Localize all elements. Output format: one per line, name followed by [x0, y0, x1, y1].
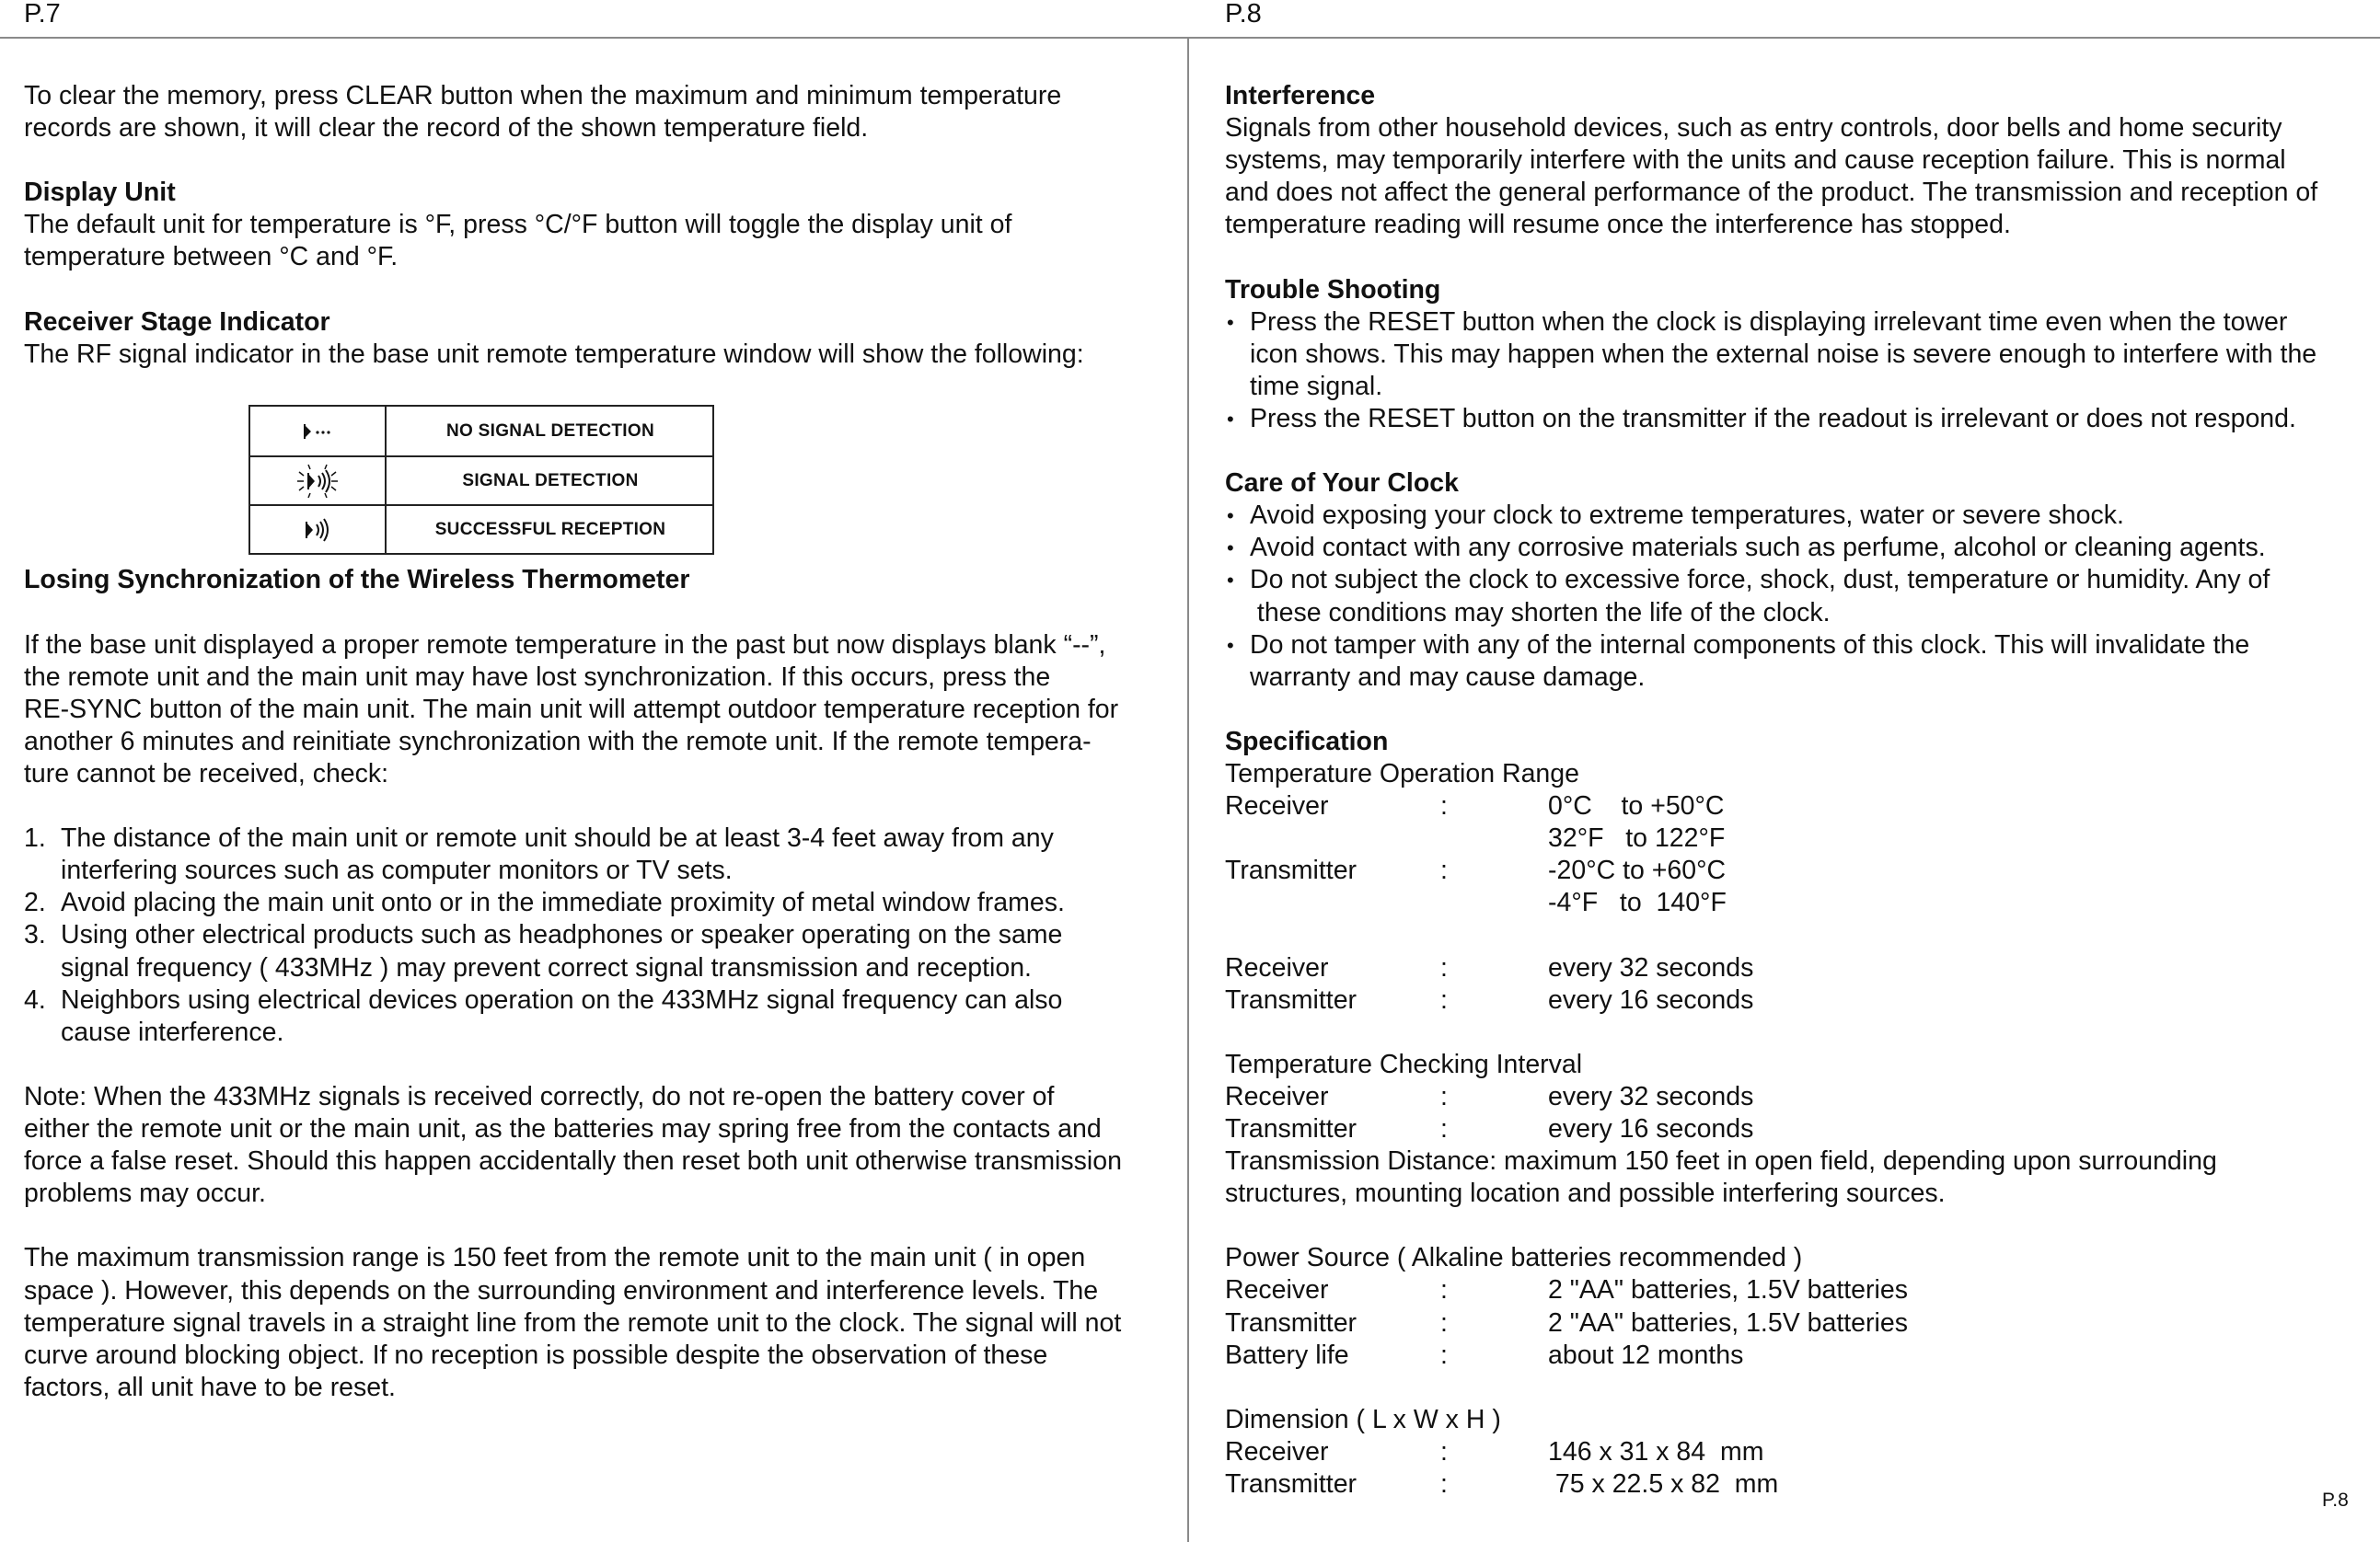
- list-number: 4.: [24, 984, 46, 1015]
- text-line: Do not subject the clock to excessive force, shock, dust, temperature or humidity. Any of: [1250, 565, 2270, 595]
- spec-value: 146 x 31 x 84 mm: [1548, 1436, 1764, 1467]
- spec-value: 0°C to +50°C: [1548, 791, 1725, 822]
- text-line: icon shows. This may happen when the external noise is severe enough to interfere with the: [1250, 339, 2317, 369]
- spec-subtitle: Temperature Operation Range: [1225, 758, 1579, 788]
- text-line: Note: When the 433MHz signals is received correctly, do not re-open the battery cover of: [24, 1081, 1055, 1111]
- left-page: [24, 80, 1174, 1404]
- bullet-list: [1225, 306, 2366, 435]
- spec-row: [1225, 887, 2366, 919]
- text-line: Do not tamper with any of the internal components of this clock. This will invalidate the: [1250, 629, 2250, 660]
- care-section: [1225, 467, 2366, 694]
- row-label: SUCCESSFUL RECEPTION: [434, 519, 666, 539]
- spec-colon: :: [1440, 1436, 1448, 1467]
- text-line: and does not affect the general performance of the product. The transmission and reception of: [1225, 178, 2318, 208]
- spec-value: every 16 seconds: [1548, 984, 1754, 1015]
- list-number: 2.: [24, 888, 46, 918]
- spec-value: -20°C to +60°C: [1548, 856, 1727, 886]
- text-line: space ). However, this depends on the surrounding environment and interference levels. The: [24, 1275, 1099, 1306]
- losing-sync-section: [24, 564, 1174, 790]
- spec-row: [1225, 1274, 2366, 1306]
- bullet-icon: •: [1227, 504, 1234, 528]
- text-line: The distance of the main unit or remote unit should be at least 3-4 feet away from any: [61, 823, 1054, 854]
- text-line: Press the RESET button on the transmitter if the readout is irrelevant or does not respond.: [1250, 403, 2296, 433]
- section-title: Losing Synchronization of the Wireless Thermometer: [24, 565, 690, 595]
- text-line: either the remote unit or the main unit, as the batteries may spring free from the contacts and: [24, 1114, 1102, 1145]
- text-line: Avoid contact with any corrosive materials such as perfume, alcohol or cleaning agents.: [1250, 533, 2266, 563]
- spec-table: [1225, 1436, 2366, 1501]
- table-row: [250, 455, 712, 504]
- bullet-icon: •: [1227, 407, 1234, 431]
- spec-value: -4°F to 140°F: [1548, 888, 1727, 918]
- text-line: Avoid placing the main unit onto or in the immediate proximity of metal window frames.: [61, 888, 1065, 918]
- range-paragraph: [24, 1242, 1174, 1403]
- spec-key: Receiver: [1225, 952, 1329, 983]
- bullet-icon: •: [1227, 569, 1234, 593]
- text-line: factors, all unit have to be reset.: [24, 1372, 396, 1402]
- spec-value: 2 "AA" batteries, 1.5V batteries: [1548, 1275, 1908, 1306]
- text-line: signal frequency ( 433MHz ) may prevent correct signal transmission and reception.: [61, 952, 1032, 983]
- spec-colon: :: [1440, 791, 1448, 822]
- section-title: Display Unit: [24, 178, 176, 208]
- spec-colon: :: [1440, 1307, 1448, 1338]
- text-line: temperature between °C and °F.: [24, 242, 399, 272]
- spec-subtitle: Dimension ( L x W x H ): [1225, 1404, 1501, 1434]
- spec-key: Transmitter: [1225, 1469, 1358, 1500]
- text-line: the remote unit and the main unit may have lost synchronization. If this occurs, press the: [24, 662, 1051, 692]
- spec-key: Transmitter: [1225, 984, 1358, 1015]
- trouble-shooting-section: [1225, 274, 2366, 435]
- list-item: [1225, 629, 2366, 694]
- spec-colon: :: [1440, 1114, 1448, 1144]
- left-page-label: P.7: [24, 0, 61, 29]
- list-item: [1225, 564, 2366, 628]
- spec-row: [1225, 952, 2366, 984]
- interference-section: [1225, 80, 2366, 241]
- text-line: ture cannot be received, check:: [24, 759, 389, 788]
- text-line: Neighbors using electrical devices operation on the 433MHz signal frequency can also: [61, 984, 1063, 1015]
- list-item: [1225, 403, 2366, 435]
- spec-key: Transmitter: [1225, 1114, 1358, 1144]
- spec-key: Transmitter: [1225, 856, 1358, 886]
- list-item: [24, 823, 1174, 887]
- text-line: structures, mounting location and possible interfering sources.: [1225, 1179, 1946, 1209]
- text-line: To clear the memory, press CLEAR button when the maximum and minimum temperature: [24, 81, 1062, 110]
- section-title: Trouble Shooting: [1225, 274, 1441, 305]
- header-divider: [0, 37, 2380, 39]
- row-label: SIGNAL DETECTION: [462, 470, 639, 490]
- spec-row: [1225, 1307, 2366, 1340]
- spec-subtitle: Temperature Checking Interval: [1225, 1049, 1583, 1079]
- text-line: temperature reading will resume once the interference has stopped.: [1225, 210, 2011, 240]
- spec-colon: :: [1440, 1469, 1448, 1500]
- text-line: problems may occur.: [24, 1179, 266, 1209]
- spec-colon: :: [1440, 984, 1448, 1015]
- page-divider: [1187, 38, 1189, 1542]
- spec-value: 75 x 22.5 x 82 mm: [1548, 1469, 1779, 1500]
- text-line: If the base unit displayed a proper remote temperature in the past but now displays blank “--”,: [24, 629, 1106, 660]
- spec-key: Receiver: [1225, 1275, 1329, 1306]
- spec-colon: :: [1440, 1275, 1448, 1306]
- section-title: Interference: [1225, 81, 1376, 110]
- note-paragraph: [24, 1081, 1174, 1210]
- receiver-stage-section: [24, 306, 1174, 371]
- check-list: [24, 823, 1174, 1049]
- right-page-label: P.8: [1225, 0, 1262, 29]
- signal-detecting-icon: [250, 457, 387, 504]
- spec-row: [1225, 1113, 2366, 1145]
- spec-row: [1225, 1468, 2366, 1501]
- text-line: another 6 minutes and reinitiate synchronization with the remote unit. If the remote tempera-: [24, 726, 1092, 756]
- spec-row: [1225, 855, 2366, 887]
- spec-subtitle: Power Source ( Alkaline batteries recommended ): [1225, 1243, 1803, 1273]
- display-unit-section: [24, 177, 1174, 273]
- list-item: [24, 984, 1174, 1049]
- list-number: 1.: [24, 823, 46, 854]
- text-line: warranty and may cause damage.: [1250, 662, 1646, 692]
- bullet-icon: •: [1227, 536, 1234, 560]
- table-row: [250, 407, 712, 455]
- list-item: [1225, 532, 2366, 564]
- spec-key: Receiver: [1225, 1081, 1329, 1111]
- text-line: cause interference.: [61, 1017, 284, 1047]
- text-line: time signal.: [1250, 371, 1383, 401]
- text-line: these conditions may shorten the life of the clock.: [1250, 597, 1831, 627]
- right-page: [1225, 80, 2366, 1501]
- text-line: Signals from other household devices, such as entry controls, door bells and home security: [1225, 113, 2282, 144]
- spec-value: 2 "AA" batteries, 1.5V batteries: [1548, 1307, 1908, 1338]
- spec-value: 32°F to 122°F: [1548, 823, 1726, 854]
- spec-table: [1225, 790, 2366, 919]
- text-line: curve around blocking object. If no reception is possible despite the observation of these: [24, 1340, 1048, 1370]
- spec-key: Receiver: [1225, 791, 1329, 822]
- spec-key: Transmitter: [1225, 1307, 1358, 1338]
- spec-key: Battery life: [1225, 1340, 1349, 1370]
- text-line: interfering sources such as computer monitors or TV sets.: [61, 856, 733, 886]
- spec-value: about 12 months: [1548, 1340, 1744, 1370]
- signal-received-icon: [250, 506, 387, 553]
- text-line: The RF signal indicator in the base unit remote temperature window will show the following:: [24, 339, 1084, 369]
- bullet-list: [1225, 500, 2366, 694]
- text-line: RE-SYNC button of the main unit. The main unit will attempt outdoor temperature reception for: [24, 694, 1119, 724]
- clear-memory-paragraph: [24, 80, 1174, 144]
- table-row: [250, 504, 712, 553]
- spec-table: [1225, 1081, 2366, 1145]
- list-item: [1225, 500, 2366, 532]
- spec-colon: :: [1440, 952, 1448, 983]
- list-number: 3.: [24, 920, 46, 950]
- list-item: [24, 919, 1174, 984]
- page-number: P.8: [2322, 1490, 2349, 1511]
- spec-table: [1225, 1274, 2366, 1371]
- text-line: Transmission Distance: maximum 150 feet in open field, depending upon surrounding: [1225, 1146, 2217, 1177]
- text-line: force a false reset. Should this happen accidentally then reset both unit otherwise transmission: [24, 1146, 1122, 1177]
- section-title: Receiver Stage Indicator: [24, 306, 330, 337]
- text-line: The default unit for temperature is °F, press °C/°F button will toggle the display unit of: [24, 210, 1012, 240]
- spec-row: [1225, 790, 2366, 823]
- bullet-icon: •: [1227, 310, 1234, 334]
- specification-section: [1225, 726, 2366, 1501]
- spec-row: [1225, 1340, 2366, 1372]
- text-line: Using other electrical products such as headphones or speaker operating on the same: [61, 920, 1063, 950]
- spec-colon: :: [1440, 856, 1448, 886]
- spec-row: [1225, 1081, 2366, 1113]
- signal-indicator-table: [248, 405, 714, 555]
- text-line: systems, may temporarily interfere with the units and cause reception failure. This is normal: [1225, 145, 2286, 176]
- spec-colon: :: [1440, 1081, 1448, 1111]
- row-label: NO SIGNAL DETECTION: [446, 420, 654, 441]
- spec-value: every 16 seconds: [1548, 1114, 1754, 1144]
- text-line: records are shown, it will clear the record of the shown temperature field.: [24, 113, 869, 144]
- list-item: [24, 887, 1174, 919]
- spec-row: [1225, 823, 2366, 855]
- spec-value: every 32 seconds: [1548, 952, 1754, 983]
- spec-value: every 32 seconds: [1548, 1081, 1754, 1111]
- text-line: Avoid exposing your clock to extreme temperatures, water or severe shock.: [1250, 501, 2124, 531]
- spec-colon: :: [1440, 1340, 1448, 1370]
- list-item: [1225, 306, 2366, 403]
- spec-row: [1225, 984, 2366, 1017]
- section-title: Care of Your Clock: [1225, 468, 1459, 499]
- text-line: The maximum transmission range is 150 feet from the remote unit to the main unit ( in open: [24, 1243, 1086, 1273]
- bullet-icon: •: [1227, 633, 1234, 657]
- text-line: Press the RESET button when the clock is displaying irrelevant time even when the tower: [1250, 306, 2288, 337]
- no-signal-icon: [250, 407, 387, 455]
- spec-row: [1225, 1436, 2366, 1468]
- spec-table: [1225, 952, 2366, 1017]
- spec-key: Receiver: [1225, 1436, 1329, 1467]
- section-title: Specification: [1225, 726, 1389, 756]
- text-line: temperature signal travels in a straight line from the remote unit to the clock. The signal will not: [24, 1307, 1122, 1338]
